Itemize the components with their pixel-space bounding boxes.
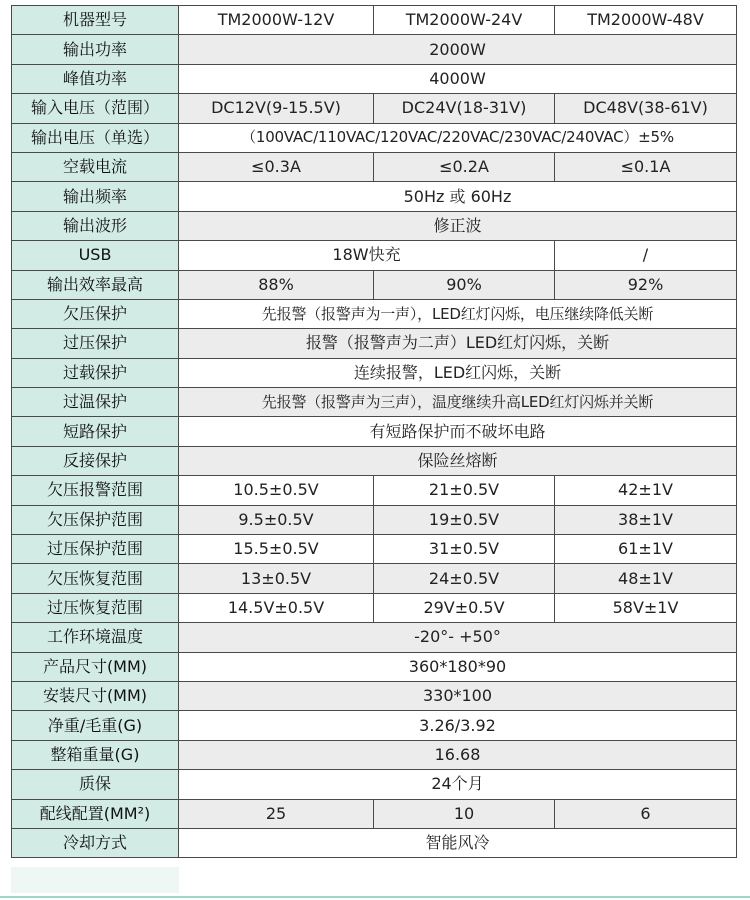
row-value-12v: 88% [179,270,374,299]
row-value: （100VAC/110VAC/120VAC/220VAC/230VAC/240VAC）±5% [179,123,737,152]
table-row [12,711,737,740]
row-value-24v: 29V±0.5V [374,593,555,622]
row-label: 欠压恢复范围 [12,564,179,593]
row-value: 有短路保护而不破坏电路 [179,417,737,446]
table-row [12,535,737,564]
row-value-12v: DC12V(9-15.5V) [179,94,374,123]
row-value-24v: DC24V(18-31V) [374,94,555,123]
row-value: 24个月 [179,770,737,799]
model-24v: TM2000W-24V [374,6,555,35]
model-12v: TM2000W-12V [179,6,374,35]
row-label: 配线配置(MM²) [12,799,179,828]
row-value-24v: 19±0.5V [374,505,555,534]
header-row [12,6,737,35]
table-row [12,564,737,593]
row-value-12v: ≤0.3A [179,152,374,181]
table-row [12,94,737,123]
row-label: 反接保护 [12,446,179,475]
row-value-12v: 14.5V±0.5V [179,593,374,622]
row-value-24v: 24±0.5V [374,564,555,593]
row-value-24v: 90% [374,270,555,299]
row-label: 冷却方式 [12,828,179,857]
table-row [12,64,737,93]
table-row [12,123,737,152]
row-value-24v: ≤0.2A [374,152,555,181]
row-value-48v: ≤0.1A [555,152,737,181]
row-value: 修正波 [179,211,737,240]
row-value: 先报警（报警声为三声），温度继续升高LED红灯闪烁并关断 [179,388,737,417]
table-row [12,35,737,64]
table-row [12,211,737,240]
row-value-24v: 31±0.5V [374,535,555,564]
row-value-12v: 9.5±0.5V [179,505,374,534]
row-value: 先报警（报警声为一声），LED红灯闪烁，电压继续降低关断 [179,299,737,328]
footer-divider [0,896,750,898]
row-label: 欠压保护 [12,299,179,328]
row-value: 2000W [179,35,737,64]
table-row [12,770,737,799]
model-48v: TM2000W-48V [555,6,737,35]
table-row [12,446,737,475]
row-label: 净重/毛重(G) [12,711,179,740]
row-value-48v: 48±1V [555,564,737,593]
table-row [12,152,737,181]
table-row [12,358,737,387]
table-row [12,388,737,417]
row-label: 安装尺寸(MM) [12,681,179,710]
row-value-48v: 58V±1V [555,593,737,622]
table-row [12,270,737,299]
row-label: 欠压保护范围 [12,505,179,534]
row-label: 整箱重量(G) [12,740,179,769]
table-row [12,799,737,828]
spec-table [11,5,737,858]
row-label: USB [12,241,179,270]
row-value: 智能风冷 [179,828,737,857]
row-label: 峰值功率 [12,64,179,93]
row-label: 过压恢复范围 [12,593,179,622]
row-label: 过压保护 [12,329,179,358]
row-label: 过压保护范围 [12,535,179,564]
row-label: 输出电压（单选） [12,123,179,152]
row-label: 输出波形 [12,211,179,240]
row-value: 连续报警，LED红闪烁，关断 [179,358,737,387]
row-label: 过载保护 [12,358,179,387]
header-label: 机器型号 [12,6,179,35]
table-row [12,505,737,534]
row-label: 输出功率 [12,35,179,64]
table-row [12,476,737,505]
row-value: 3.26/3.92 [179,711,737,740]
row-label: 输入电压（范围） [12,94,179,123]
table-row [12,740,737,769]
table-row [12,329,737,358]
row-value-48v: 92% [555,270,737,299]
row-value-12v: 10.5±0.5V [179,476,374,505]
row-value-48v: / [555,241,737,270]
row-value-12v: 13±0.5V [179,564,374,593]
row-label: 输出效率最高 [12,270,179,299]
row-value-48v: DC48V(38-61V) [555,94,737,123]
row-value: 报警（报警声为二声）LED红灯闪烁，关断 [179,329,737,358]
row-label: 工作环境温度 [12,623,179,652]
row-value-12v: 15.5±0.5V [179,535,374,564]
row-value-24v: 21±0.5V [374,476,555,505]
table-row [12,828,737,857]
table-row [12,593,737,622]
row-value: 330*100 [179,681,737,710]
row-value-48v: 6 [555,799,737,828]
table-row [12,681,737,710]
row-value: 4000W [179,64,737,93]
footer-band [11,867,179,893]
row-value-24v: 10 [374,799,555,828]
row-label: 质保 [12,770,179,799]
table-row [12,299,737,328]
table-row [12,182,737,211]
row-label: 欠压报警范围 [12,476,179,505]
row-label: 输出频率 [12,182,179,211]
row-value-48v: 42±1V [555,476,737,505]
table-row [12,652,737,681]
table-row [12,241,737,270]
row-value-48v: 61±1V [555,535,737,564]
row-value-12v: 25 [179,799,374,828]
row-value: 50Hz 或 60Hz [179,182,737,211]
row-label: 过温保护 [12,388,179,417]
row-label: 产品尺寸(MM) [12,652,179,681]
row-value: 16.68 [179,740,737,769]
row-value: 360*180*90 [179,652,737,681]
row-label: 短路保护 [12,417,179,446]
table-row [12,417,737,446]
row-value: -20°- +50° [179,623,737,652]
row-value: 保险丝熔断 [179,446,737,475]
row-value-48v: 38±1V [555,505,737,534]
table-row [12,623,737,652]
row-label: 空载电流 [12,152,179,181]
row-value: 18W快充 [179,241,555,270]
